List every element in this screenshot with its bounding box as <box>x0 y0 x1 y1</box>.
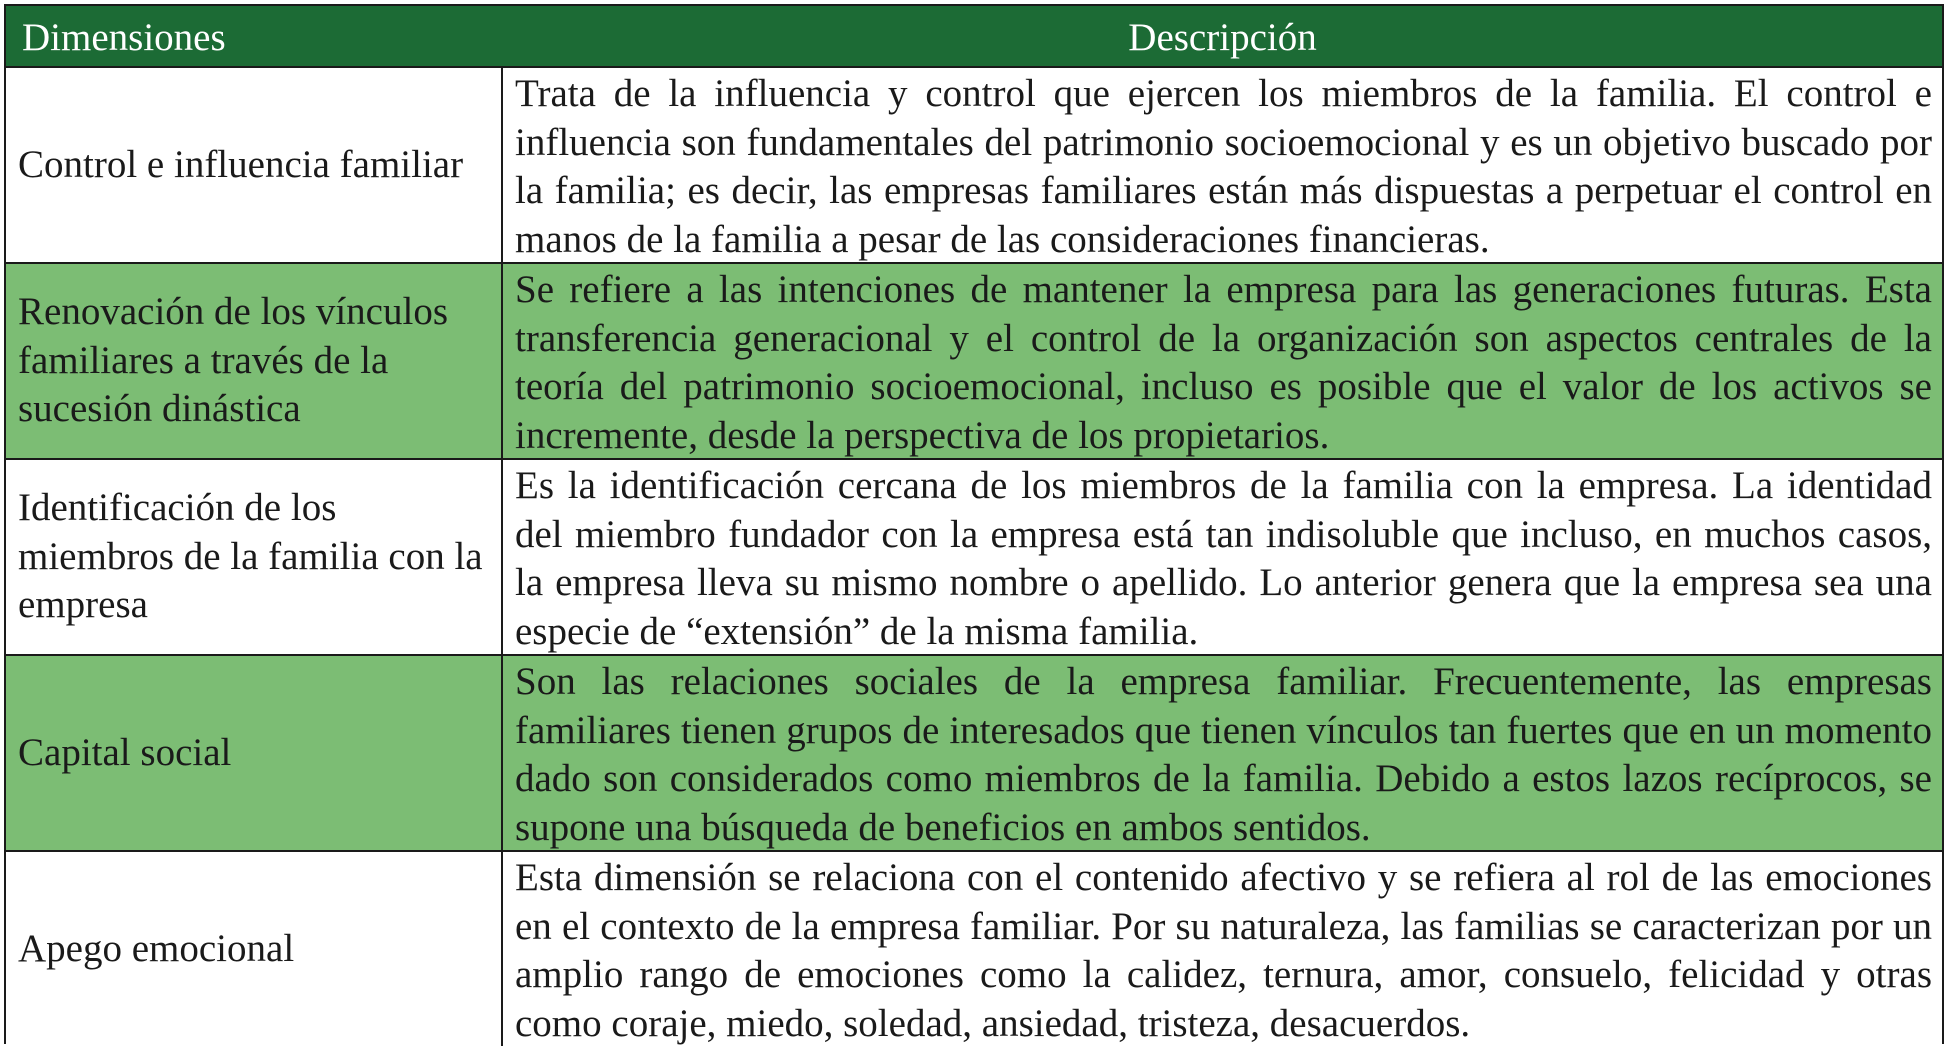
row-1-dimension: Control e influencia familiar <box>6 66 503 262</box>
row-2-dimension: Renovación de los vínculos familiares a través de la sucesión dinástica <box>6 262 503 458</box>
row-2-description: Se refiere a las intenciones de mantener la empresa para las generaciones futuras. Esta transferencia generacional y el control de la organización son aspectos centrales de la teoría del patrimonio socioemocional, incluso es posible que el valor de los activos se incremente, desde la perspectiva de los propietarios. <box>503 262 1942 458</box>
row-3-description: Es la identificación cercana de los miembros de la familia con la empresa. La identidad del miembro fundador con la empresa está tan indisoluble que incluso, en muchos casos, la empresa lleva su mismo nombre o apellido. Lo anterior genera que la empresa sea una especie de “extensión” de la misma familia. <box>503 458 1942 654</box>
dimensions-table <box>4 4 1944 1044</box>
row-5-description: Esta dimensión se relaciona con el contenido afectivo y se refiera al rol de las emociones en el contexto de la empresa familiar. Por su naturaleza, las familias se caracterizan por un amplio rango de emociones como la calidez, ternura, amor, consuelo, felicidad y otras como coraje, miedo, soledad, ansiedad, tristeza, desacuerdos. <box>503 850 1942 1046</box>
header-description: Descripción <box>503 6 1942 66</box>
row-5-dimension: Apego emocional <box>6 850 503 1046</box>
row-1-description: Trata de la influencia y control que ejercen los miembros de la familia. El control e influencia son fundamentales del patrimonio socioemocional y es un objetivo buscado por la familia; es decir, las empresas familiares están más dispuestas a perpetuar el control en manos de la familia a pesar de las consideraciones financieras. <box>503 66 1942 262</box>
row-4-dimension: Capital social <box>6 654 503 850</box>
row-3-dimension: Identificación de los miembros de la familia con la empresa <box>6 458 503 654</box>
header-dimensions: Dimensiones <box>6 6 503 66</box>
row-4-description: Son las relaciones sociales de la empresa familiar. Frecuentemente, las empresas familiares tienen grupos de interesados que tienen vínculos tan fuertes que en un momento dado son considerados como miembros de la familia. Debido a estos lazos recíprocos, se supone una búsqueda de beneficios en ambos sentidos. <box>503 654 1942 850</box>
